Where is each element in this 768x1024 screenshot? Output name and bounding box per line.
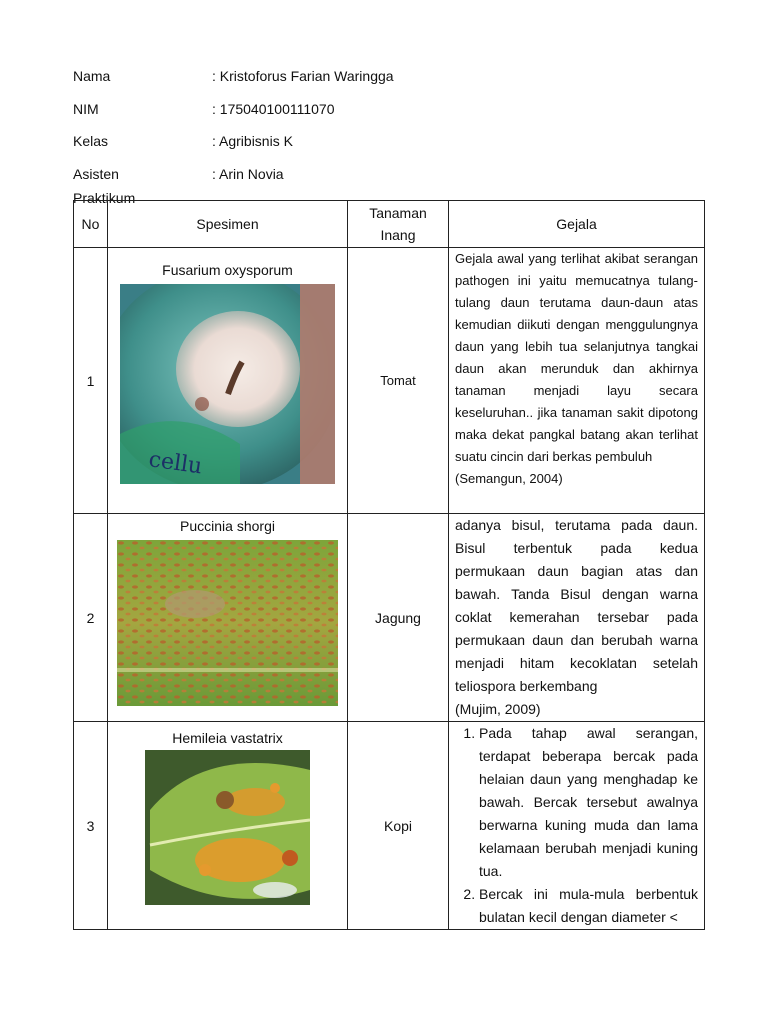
specimen-name: Fusarium oxysporum bbox=[162, 262, 293, 278]
symptom-cell bbox=[449, 514, 705, 722]
symptom-text: adanya bisul, terutama pada daun. Bisul terbentuk pada kedua permukaan daun bagian atas dan bawah. Tanda Bisul dengan warna coklat kemerahan tersebar pada permukaan daun dan berubah warna menjadi hitam kecoklatan setelah teliospora berkembang bbox=[455, 517, 698, 694]
header-host-line2: Inang bbox=[380, 227, 416, 243]
table-header-row bbox=[74, 201, 705, 248]
symptom-text: Gejala awal yang terlihat akibat serangan pathogen ini yaitu memucatnya tulang-tulang daun terutama daun-daun atas kemudian diikuti dengan menggulungnya daun yang lebih tua selanjutnya tangkai daun akan merunduk dan akhirnya tanaman menjadi layu secara keseluruhan.. jika tanaman sakit dipotong maka dekat pangkal batang akan terlihat suatu cincin dari berkas pembuluh bbox=[455, 251, 698, 464]
symptom-cell bbox=[449, 722, 705, 930]
specimen-cell bbox=[108, 514, 348, 722]
header-specimen: Spesimen bbox=[108, 201, 348, 248]
symptom-reference: (Semangun, 2004) bbox=[455, 471, 563, 486]
specimen-cell bbox=[108, 722, 348, 930]
host-plant: Jagung bbox=[348, 514, 449, 722]
symptom-cell bbox=[449, 248, 705, 514]
table-row bbox=[74, 722, 705, 930]
info-label-asisten: Asisten Praktikum bbox=[73, 166, 136, 207]
info-label-nama: Nama bbox=[73, 68, 111, 84]
row-number: 3 bbox=[74, 722, 108, 930]
specimen-photo-hemileia bbox=[145, 750, 310, 905]
info-label-nim: NIM bbox=[73, 100, 99, 117]
symptom-list-item: 1. Pada tahap awal serangan, terdapat beberapa bercak pada helaian daun yang menghadap ke bawah. Bercak tersebut awalnya berwarna kuning muda dan lama kelamaan berubah menjadi kuning tua. bbox=[479, 722, 698, 883]
specimen-photo-fusarium bbox=[120, 284, 335, 484]
info-label-kelas: Kelas bbox=[73, 133, 109, 150]
header-no: No bbox=[74, 201, 108, 248]
symptom-list-item: 2. Bercak ini mula-mula berbentuk bulatan kecil dengan diameter < bbox=[479, 883, 698, 929]
header-host-line1: Tanaman bbox=[369, 205, 427, 221]
observation-table bbox=[73, 200, 705, 930]
host-plant: Kopi bbox=[348, 722, 449, 930]
specimen-name: Puccinia shorgi bbox=[180, 518, 275, 534]
host-plant: Tomat bbox=[348, 248, 449, 514]
specimen-name: Hemileia vastatrix bbox=[172, 730, 283, 746]
specimen-cell bbox=[108, 248, 348, 514]
symptom-list bbox=[455, 722, 698, 929]
table-row bbox=[74, 248, 705, 514]
table-row bbox=[74, 514, 705, 722]
info-value-nim: : 175040100111070 bbox=[212, 100, 335, 117]
header-symptom: Gejala bbox=[449, 201, 705, 248]
header-host bbox=[348, 201, 449, 248]
info-value-asisten: : Arin Novia bbox=[212, 166, 284, 183]
specimen-photo-puccinia bbox=[117, 540, 338, 706]
symptom-reference: (Mujim, 2009) bbox=[455, 701, 541, 717]
row-number: 1 bbox=[74, 248, 108, 514]
info-value-nama: : Kristoforus Farian Waringga bbox=[212, 68, 394, 84]
info-value-kelas: : Agribisnis K bbox=[212, 133, 293, 150]
row-number: 2 bbox=[74, 514, 108, 722]
svg-text:cellu: cellu bbox=[147, 447, 204, 480]
